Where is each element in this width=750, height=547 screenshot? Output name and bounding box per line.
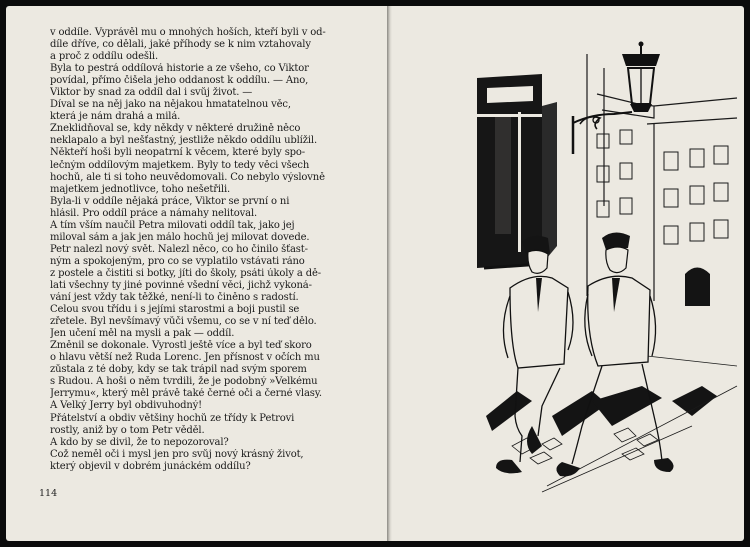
building-windows [597, 130, 728, 244]
text-line: o hlavu větší než Ruda Lorenc. Jen přísnost v očích mu [50, 352, 320, 364]
text-line: lečným oddílovým majetkem. Byly to tedy věci všech [50, 159, 310, 171]
text-line: A kdo by se divil, že to nepozoroval? [50, 436, 229, 448]
text-line: která je nám drahá a milá. [50, 111, 181, 123]
text-line: zřetele. Byl nevšímavý vůči všemu, co se v ní teď dělo. [50, 316, 317, 328]
text-line: Petr nalezl nový svět. Nalezl něco, co ho činilo šťast- [50, 243, 308, 255]
text-line: v oddíle. Vyprávěl mu o mnohých hoších, kteří byli v od- [50, 27, 326, 38]
text-line: ným a spokojeným, pro co se vyplatilo vstávati ráno [50, 255, 305, 267]
text-line: miloval sám a jak jen málo hochů jej milovat dovede. [50, 231, 310, 243]
text-line: Zneklidňoval se, kdy někdy v některé družině něco [50, 123, 301, 135]
text-line: Změnil se dokonale. Vyrostl ještě více a byl teď skoro [50, 340, 312, 352]
text-line: A Velký Jerry byl obdivuhodný! [50, 400, 203, 412]
text-line: lati všechny ty jiné povinné všední věci, jichž vykoná- [50, 279, 312, 291]
text-line: Byla-li v oddíle nějaká práce, Viktor se první o ni [50, 195, 290, 207]
text-line: Byla to pestrá oddílová historie a ze všeho, co Viktor [50, 63, 309, 75]
boy-left [496, 236, 573, 474]
text-line: Přátelství a obdiv většiny hochů ze třídy k Petrovi [50, 412, 295, 424]
street-lamp [573, 42, 660, 155]
ground-line [542, 426, 692, 492]
text-line: povídal, přímo čišela jeho oddanost k oddílu. — Ano, [50, 75, 309, 87]
text-line: díle dříve, co dělali, jaké příhody se k nim vztahovaly [50, 39, 311, 51]
page-number: 114 [39, 488, 58, 499]
boy-right [556, 232, 673, 476]
text-line: Viktor by snad za oddíl dal i svůj život. — [50, 87, 253, 99]
body-text [50, 27, 350, 473]
text-line: Což neměl oči i mysl jen pro svůj nový krásný život, [50, 448, 304, 460]
text-line: s Rudou. A hoši o něm tvrdili, že je podobný »Velkému [50, 376, 318, 388]
text-line: hochů, ale ti si toho neuvědomovali. Co nebylo výslovně [50, 171, 325, 183]
text-line: z postele a čistiti si botky, jíti do školy, psáti úkoly a dě- [50, 267, 321, 279]
text-line: Někteří hoši byli neopatrní k věcem, které byly spo- [50, 147, 306, 159]
text-line: zůstala z té doby, kdy se tak trápil nad svým sporem [50, 364, 307, 376]
illustration-two-boys [392, 6, 744, 541]
text-line: Jerrymu«, který měl právě také černé oči a černé vlasy. [50, 388, 322, 400]
text-line: neklapalo a byl nešťastný, jestliže někdo oddílu ublížil. [50, 135, 317, 147]
right-page [392, 6, 744, 541]
text-line: vání jest vždy tak těžké, není-li to činěno s radostí. [50, 292, 299, 304]
text-line: hlásil. Pro oddíl práce a námahy nelitoval. [50, 207, 258, 219]
text-line: a proč z oddílu odešli. [50, 51, 159, 63]
text-line: A tím vším naučil Petra milovati oddíl tak, jako jej [50, 219, 295, 231]
left-page [6, 6, 387, 541]
ground-shadows [486, 386, 717, 436]
sidewalk-tiles [512, 356, 737, 486]
text-line: Jen učení měl na mysli a pak — oddíl. [50, 328, 235, 340]
dark-doorway [685, 268, 710, 307]
text-line: který objevil v dobrém junáckém oddílu? [50, 460, 251, 472]
text-line: Díval se na něj jako na nějakou hmatatelnou věc, [50, 99, 291, 111]
text-line: rostly, aniž by o tom Petr věděl. [50, 424, 205, 436]
text-line: majetkem jednotlivce, toho nešetřili. [50, 183, 231, 195]
text-line: Celou svou třídu i s jejími starostmi a boji pustil se [50, 304, 300, 316]
